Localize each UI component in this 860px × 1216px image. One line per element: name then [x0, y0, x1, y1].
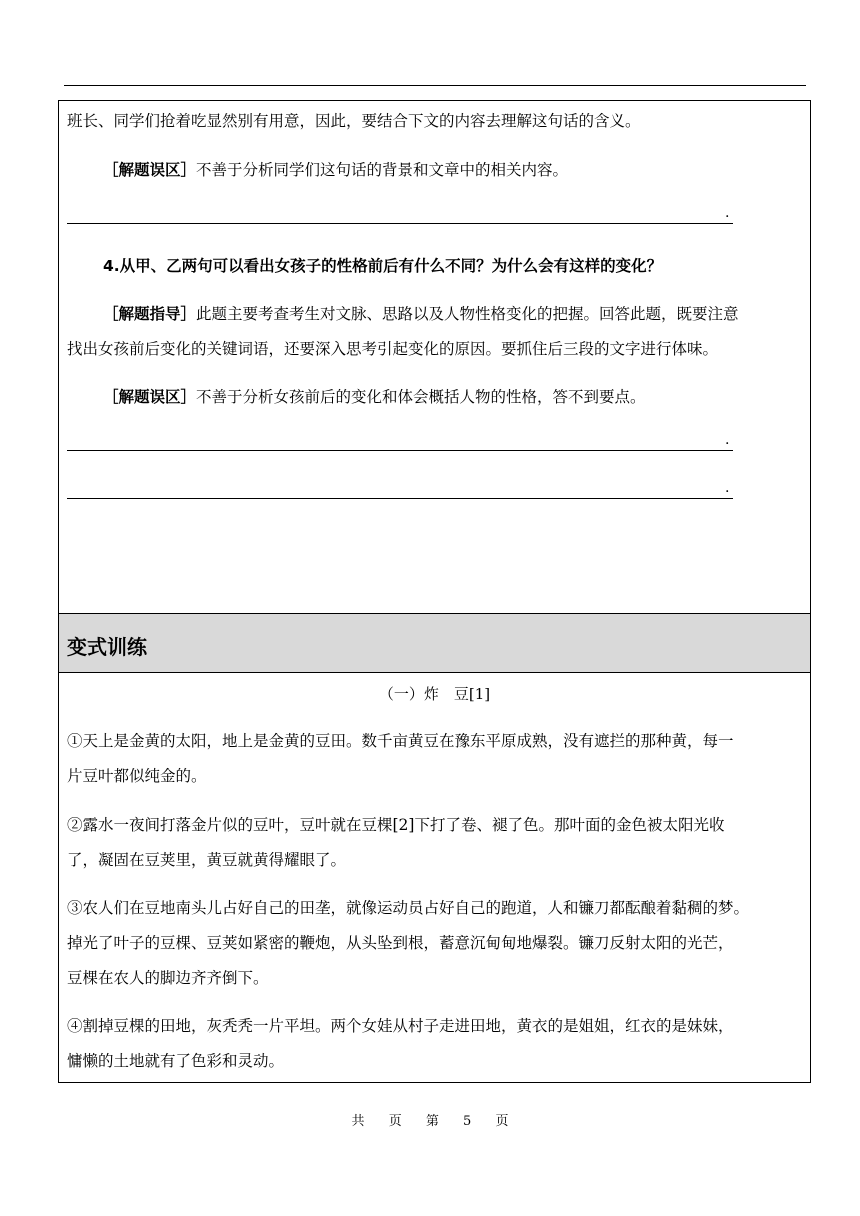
paragraph-line: 了，凝固在豆荚里，黄豆就黄得耀眼了。: [67, 851, 347, 869]
section-band: [59, 613, 810, 673]
blank-dot: .: [725, 432, 730, 448]
footer-page-label: 第: [425, 1114, 439, 1129]
section-title: 变式训练: [67, 635, 147, 659]
blank-dot: .: [725, 205, 730, 221]
paragraph-line: ④割掉豆棵的田地，灰秃秃一片平坦。两个女娃从村子走进田地，黄衣的是姐姐，红衣的是妹妹，: [67, 1017, 734, 1035]
paragraph-line: 慵懒的土地就有了色彩和灵动。: [67, 1052, 285, 1070]
error-tag: ［解题误区］: [103, 388, 197, 406]
header-rule: [64, 85, 806, 86]
footer-page-num: 5: [463, 1114, 472, 1129]
passage-title: （一）炸 豆[1]: [378, 685, 491, 703]
passage-section: [59, 673, 810, 1082]
answer-blank[interactable]: [67, 223, 733, 224]
footer-pages: 页: [388, 1114, 402, 1129]
paragraph-line: 豆棵在农人的脚边齐齐倒下。: [67, 969, 269, 987]
analysis-section: [59, 101, 810, 613]
paragraph-line: 片豆叶都似纯金的。: [67, 767, 207, 785]
paragraph-line: ②露水一夜间打落金片似的豆叶，豆叶就在豆棵[2]下打了卷、褪了色。那叶面的金色被太阳光收: [67, 816, 725, 834]
footer-page-unit: 页: [495, 1114, 509, 1129]
page-footer: [0, 1110, 860, 1129]
answer-blank[interactable]: [67, 498, 733, 499]
q4-guide-line-2: 找出女孩前后变化的关键词语，还要深入思考引起变化的原因。要抓住后三段的文字进行体味。: [67, 340, 719, 358]
q4-guide-line: [103, 302, 739, 324]
content-frame: [58, 100, 811, 1083]
guide-tag: ［解题指导］: [103, 305, 197, 323]
paragraph-line: 掉光了叶子的豆棵、豆荚如紧密的鞭炮，从头坠到根，蓄意沉甸甸地爆裂。镰刀反射太阳的光芒，: [67, 934, 734, 952]
answer-blank[interactable]: [67, 450, 733, 451]
q3-error-line: [103, 158, 568, 180]
error-text: 不善于分析同学们这句话的背景和文章中的相关内容。: [196, 161, 569, 179]
error-text: 不善于分析女孩前后的变化和体会概括人物的性格，答不到要点。: [196, 388, 646, 406]
q4-question: 4.从甲、乙两句可以看出女孩子的性格前后有什么不同？为什么会有这样的变化？: [103, 257, 663, 275]
q4-error-line: [103, 385, 646, 407]
blank-dot: .: [725, 480, 730, 496]
guide-text: 此题主要考查考生对文脉、思路以及人物性格变化的把握。回答此题，既要注意: [196, 305, 739, 323]
footer-total: 共: [351, 1114, 365, 1129]
error-tag: ［解题误区］: [103, 161, 197, 179]
text-line: 班长、同学们抢着吃显然别有用意，因此，要结合下文的内容去理解这句话的含义。: [67, 112, 641, 130]
paragraph-line: ①天上是金黄的太阳，地上是金黄的豆田。数千亩黄豆在豫东平原成熟，没有遮拦的那种黄，每一: [67, 732, 734, 750]
paragraph-line: ③农人们在豆地南头儿占好自己的田垄，就像运动员占好自己的跑道，人和镰刀都酝酿着黏稠的梦。: [67, 899, 750, 917]
